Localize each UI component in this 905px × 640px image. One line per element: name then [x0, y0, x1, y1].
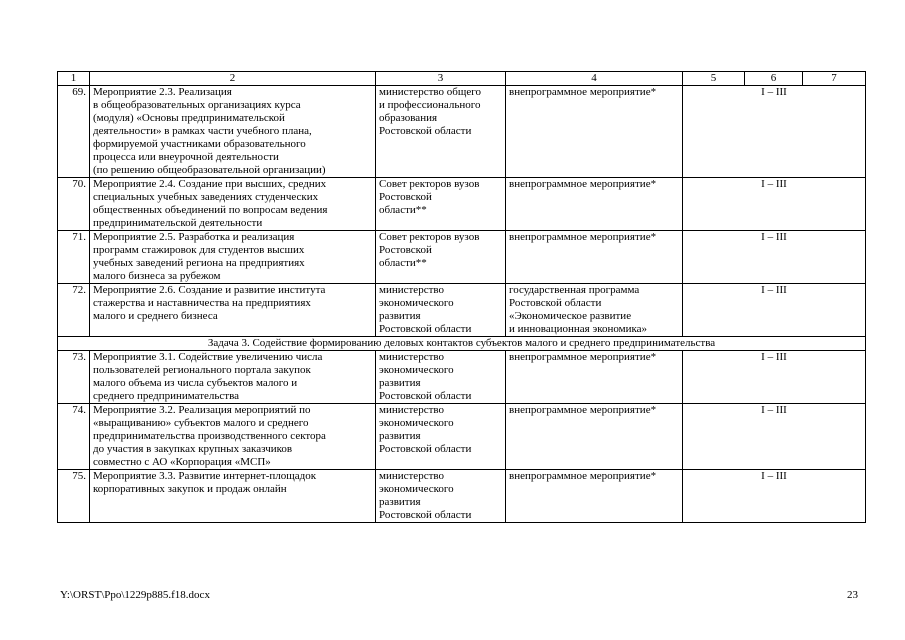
row-number: 74. [58, 404, 90, 470]
row-number: 69. [58, 86, 90, 178]
cell-line: деятельности» в рамках части учебного плана, [93, 125, 312, 137]
executor-cell [376, 231, 506, 284]
row-number: 70. [58, 178, 90, 231]
cell-line: и инновационная экономика» [509, 323, 648, 335]
cell-line: среднего предпринимательства [93, 390, 240, 402]
cell-line: «Экономическое развитие [509, 310, 632, 322]
cell-line: малого объема из числа субъектов малого и [93, 377, 298, 389]
cell-line: Ростовской области [379, 443, 472, 455]
cell-line: министерство [379, 351, 445, 363]
period-cell: I – III [683, 178, 866, 231]
event-cell [90, 351, 376, 404]
cell-line: внепрограммное мероприятие* [509, 178, 657, 190]
cell-line: до участия в закупках крупных заказчиков [93, 443, 293, 455]
table-row [58, 404, 866, 470]
cell-line: министерство [379, 284, 445, 296]
header-cell: 3 [376, 72, 506, 86]
cell-line: Мероприятие 2.4. Создание при высших, средних [93, 178, 327, 190]
cell-line: области** [379, 257, 427, 269]
cell-line: развития [379, 310, 421, 322]
cell-line: развития [379, 430, 421, 442]
executor-cell [376, 470, 506, 523]
cell-line: экономического [379, 417, 454, 429]
task-heading: Задача 3. Содействие формированию деловых контактов субъектов малого и среднего предпринимательства [58, 337, 866, 351]
executor-cell [376, 404, 506, 470]
cell-line: министерство общего [379, 86, 481, 98]
executor-cell [376, 284, 506, 337]
event-cell [90, 231, 376, 284]
cell-line: процесса или внеурочной деятельности [93, 151, 279, 163]
page-number: 23 [847, 589, 858, 601]
row-number: 71. [58, 231, 90, 284]
cell-line: (модуля) «Основы предпринимательской [93, 112, 285, 124]
period-cell: I – III [683, 231, 866, 284]
header-cell: 7 [803, 72, 866, 86]
period-cell: I – III [683, 284, 866, 337]
cell-line: внепрограммное мероприятие* [509, 470, 657, 482]
row-number: 73. [58, 351, 90, 404]
table-row [58, 231, 866, 284]
table-row [58, 178, 866, 231]
event-cell [90, 404, 376, 470]
period-cell: I – III [683, 86, 866, 178]
cell-line: государственная программа [509, 284, 640, 296]
source-cell [506, 351, 683, 404]
cell-line: развития [379, 377, 421, 389]
cell-line: внепрограммное мероприятие* [509, 404, 657, 416]
cell-line: Совет ректоров вузов [379, 178, 480, 190]
cell-line: Ростовской области [379, 390, 472, 402]
cell-line: специальных учебных заведениях студенческих [93, 191, 319, 203]
cell-line: «выращиванию» субъектов малого и среднего [93, 417, 309, 429]
executor-cell [376, 178, 506, 231]
cell-line: программ стажировок для студентов высших [93, 244, 305, 256]
cell-line: Мероприятие 3.3. Развитие интернет-площадок [93, 470, 317, 482]
cell-line: Ростовской области [379, 323, 472, 335]
cell-line: корпоративных закупок и продаж онлайн [93, 483, 287, 495]
header-cell: 6 [745, 72, 803, 86]
cell-line: Совет ректоров вузов [379, 231, 480, 243]
cell-line: предпринимательской деятельности [93, 217, 263, 229]
source-cell [506, 178, 683, 231]
cell-line: малого и среднего бизнеса [93, 310, 218, 322]
cell-line: Ростовской области [379, 125, 472, 137]
cell-line: внепрограммное мероприятие* [509, 351, 657, 363]
header-cell: 4 [506, 72, 683, 86]
cell-line: в общеобразовательных организациях курса [93, 99, 301, 111]
table-row [58, 351, 866, 404]
header-cell: 1 [58, 72, 90, 86]
event-cell [90, 284, 376, 337]
header-cell: 5 [683, 72, 745, 86]
cell-line: внепрограммное мероприятие* [509, 231, 657, 243]
cell-line: Мероприятие 2.5. Разработка и реализация [93, 231, 295, 243]
cell-line: министерство [379, 470, 445, 482]
cell-line: Ростовской области [379, 509, 472, 521]
cell-line: пользователей регионального портала закупок [93, 364, 311, 376]
cell-line: Ростовской [379, 244, 432, 256]
table-row [58, 470, 866, 523]
executor-cell [376, 351, 506, 404]
cell-line: Ростовской [379, 191, 432, 203]
row-number: 72. [58, 284, 90, 337]
cell-line: стажерства и наставничества на предприятиях [93, 297, 311, 309]
executor-cell [376, 86, 506, 178]
cell-line: области** [379, 204, 427, 216]
cell-line: Ростовской области [509, 297, 602, 309]
cell-line: формируемой участниками образовательного [93, 138, 306, 150]
event-cell [90, 470, 376, 523]
cell-line: Мероприятие 2.6. Создание и развитие института [93, 284, 326, 296]
period-cell: I – III [683, 470, 866, 523]
measures-table [57, 71, 866, 523]
cell-line: совместно с АО «Корпорация «МСП» [93, 456, 271, 468]
row-number: 75. [58, 470, 90, 523]
event-cell [90, 86, 376, 178]
event-cell [90, 178, 376, 231]
source-cell [506, 231, 683, 284]
cell-line: Мероприятие 3.1. Содействие увеличению числа [93, 351, 323, 363]
cell-line: малого бизнеса за рубежом [93, 270, 221, 282]
source-cell [506, 404, 683, 470]
cell-line: министерство [379, 404, 445, 416]
cell-line: экономического [379, 483, 454, 495]
cell-line: общественных объединений по вопросам ведения [93, 204, 328, 216]
cell-line: Мероприятие 3.2. Реализация мероприятий по [93, 404, 311, 416]
cell-line: и профессионального [379, 99, 481, 111]
header-row [58, 72, 866, 86]
cell-line: Мероприятие 2.3. Реализация [93, 86, 232, 98]
cell-line: (по решению общеобразовательной организации) [93, 164, 326, 176]
period-cell: I – III [683, 404, 866, 470]
header-cell: 2 [90, 72, 376, 86]
cell-line: развития [379, 496, 421, 508]
source-cell [506, 86, 683, 178]
table-row [58, 86, 866, 178]
source-cell [506, 284, 683, 337]
cell-line: внепрограммное мероприятие* [509, 86, 657, 98]
table-row [58, 284, 866, 337]
cell-line: предпринимательства производственного сектора [93, 430, 326, 442]
file-path: Y:\ORST\Ppo\1229p885.f18.docx [60, 589, 210, 601]
source-cell [506, 470, 683, 523]
cell-line: учебных заведений региона на предприятиях [93, 257, 305, 269]
cell-line: экономического [379, 297, 454, 309]
cell-line: экономического [379, 364, 454, 376]
period-cell: I – III [683, 351, 866, 404]
task-row [58, 337, 866, 351]
cell-line: образования [379, 112, 438, 124]
